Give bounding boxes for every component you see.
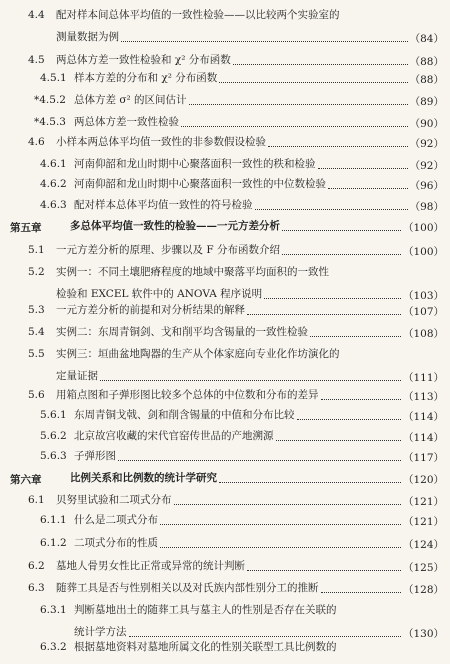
page-number: （100） — [402, 246, 444, 258]
entry-title: 配对样本总体平均值一致性的符号检验 — [74, 199, 253, 211]
leader-dots — [310, 336, 401, 337]
leader-dots — [276, 440, 401, 441]
section-number: 5.1 — [28, 244, 45, 256]
section-number: 4.6.1 — [40, 158, 67, 170]
section-number: 第五章 — [10, 222, 42, 234]
page-number: （125） — [402, 562, 444, 574]
entry-title: 一元方差分析的前提和对分析结果的解释 — [56, 304, 245, 316]
entry-title: 二项式分布的性质 — [74, 537, 158, 549]
leader-dots — [181, 126, 408, 127]
section-number: 5.5 — [28, 348, 45, 360]
leader-dots — [160, 547, 401, 548]
page-number: （88） — [409, 56, 444, 68]
page-number: （120） — [402, 474, 444, 486]
section-number: *4.5.3 — [34, 116, 66, 128]
section-number: 4.4 — [28, 9, 45, 21]
page-number: （96） — [409, 180, 444, 192]
leader-dots — [282, 254, 401, 255]
page-number: （111） — [402, 372, 444, 384]
leader-dots — [321, 592, 401, 593]
page-number: （130） — [402, 628, 444, 640]
entry-title: 多总体平均值一致性的检验——一元方差分析 — [70, 220, 280, 232]
page-number: （88） — [409, 74, 444, 86]
page-number: （114） — [402, 432, 444, 444]
section-number: 5.6.1 — [40, 409, 67, 421]
section-number: *4.5.2 — [34, 94, 66, 106]
entry-title: 总体方差 σ² 的区间估计 — [74, 94, 187, 106]
section-number: 4.5.1 — [40, 72, 67, 84]
section-number: 5.6.3 — [40, 450, 67, 462]
leader-dots — [189, 104, 408, 105]
entry-title: 小样本两总体平均值一致性的非参数假设检验 — [56, 136, 266, 148]
leader-dots — [160, 524, 401, 525]
entry-title: 样本方差的分布和 χ² 分布函数 — [74, 72, 218, 84]
page-number: （89） — [409, 96, 444, 108]
page-number: （108） — [402, 328, 444, 340]
entry-title: 子弹形图 — [74, 450, 116, 462]
entry-title: 两总体方差一致性检验和 χ² 分布函数 — [56, 54, 231, 66]
leader-dots — [233, 64, 408, 65]
section-number: 4.5 — [28, 54, 45, 66]
section-number: 6.1.2 — [40, 537, 67, 549]
entry-title: 河南仰韶和龙山时期中心聚落面积一致性的秩和检验 — [74, 158, 316, 170]
entry-title: 贝努里试验和二项式分布 — [56, 494, 172, 506]
section-number: 5.4 — [28, 326, 45, 338]
leader-dots — [255, 209, 408, 210]
leader-dots — [297, 419, 401, 420]
leader-dots — [264, 298, 401, 299]
entry-title: 随葬工具是否与性别相关以及对氏族内部性别分工的推断 — [56, 582, 319, 594]
entry-title: 用箱点图和子弹形图比较多个总体的中位数和分布的差异 — [56, 389, 319, 401]
entry-title: 根据墓地资料对墓地所属文化的性别关联型工具比例数的 — [74, 641, 337, 653]
section-number: 6.3.1 — [40, 604, 67, 616]
leader-dots — [118, 460, 401, 461]
page-number: （98） — [409, 201, 444, 213]
page-number: （107） — [402, 306, 444, 318]
leader-dots — [219, 82, 407, 83]
entry-title: 配对样本间总体平均值的一致性检验——以比较两个实验室的 — [56, 9, 340, 21]
entry-title: 判断墓地出土的随葬工具与墓主人的性别是否存在关联的 — [74, 604, 337, 616]
page-number: （124） — [402, 539, 444, 551]
section-number: 6.3.2 — [40, 641, 67, 653]
entry-title: 统计学方法 — [74, 626, 127, 638]
section-number: 4.6.2 — [40, 178, 67, 190]
page-number: （100） — [402, 222, 444, 234]
entry-title: 检验和 EXCEL 软件中的 ANOVA 程序说明 — [56, 288, 263, 300]
section-number: 6.2 — [28, 560, 45, 572]
page-number: （84） — [409, 33, 444, 45]
page-number: （92） — [409, 160, 444, 172]
page-number: （121） — [402, 496, 444, 508]
section-number: 6.1.1 — [40, 514, 67, 526]
leader-dots — [100, 380, 401, 381]
entry-title: 定量证据 — [56, 370, 98, 382]
leader-dots — [321, 399, 401, 400]
page-number: （90） — [409, 118, 444, 130]
page-number: （114） — [402, 411, 444, 423]
leader-dots — [282, 230, 401, 231]
section-number: 5.3 — [28, 304, 45, 316]
section-number: 5.2 — [28, 266, 45, 278]
entry-title: 东周青铜戈戟、剑和削含锡量的中值和分布比较 — [74, 409, 295, 421]
leader-dots — [318, 168, 408, 169]
section-number: 4.6.3 — [40, 199, 67, 211]
section-number: 6.1 — [28, 494, 45, 506]
section-number: 5.6 — [28, 389, 45, 401]
leader-dots — [121, 41, 408, 42]
entry-title: 比例关系和比例数的统计学研究 — [70, 472, 217, 484]
entry-title: 墓地人骨男女性比正常或异常的统计判断 — [56, 560, 245, 572]
leader-dots — [247, 570, 401, 571]
entry-title: 实例一：不同土壤肥瘠程度的地域中聚落平均面积的一致性 — [56, 266, 329, 278]
page-number: （117） — [402, 452, 444, 464]
entry-title: 北京故宫收藏的宋代官窑传世品的产地溯源 — [74, 430, 274, 442]
entry-title: 河南仰韶和龙山时期中心聚落面积一致性的中位数检验 — [74, 178, 326, 190]
section-number: 5.6.2 — [40, 430, 67, 442]
leader-dots — [174, 504, 401, 505]
page-number: （92） — [409, 138, 444, 150]
page-number: （103） — [402, 290, 444, 302]
entry-title: 实例二：东周青铜剑、戈和削平均含锡量的一致性检验 — [56, 326, 308, 338]
section-number: 第六章 — [10, 474, 42, 486]
leader-dots — [247, 314, 401, 315]
leader-dots — [268, 146, 408, 147]
leader-dots — [328, 188, 408, 189]
page-number: （128） — [402, 584, 444, 596]
page-number: （121） — [402, 516, 444, 528]
page-number: （113） — [402, 391, 444, 403]
entry-title: 什么是二项式分布 — [74, 514, 158, 526]
entry-title: 两总体方差一致性检验 — [74, 116, 179, 128]
section-number: 4.6 — [28, 136, 45, 148]
entry-title: 测量数据为例 — [56, 31, 119, 43]
entry-title: 一元方差分析的原理、步骤以及 F 分布函数介绍 — [56, 244, 280, 256]
entry-title: 实例三：垣曲盆地陶器的生产从个体家庭向专业化作坊演化的 — [56, 348, 340, 360]
section-number: 6.3 — [28, 582, 45, 594]
leader-dots — [219, 482, 401, 483]
